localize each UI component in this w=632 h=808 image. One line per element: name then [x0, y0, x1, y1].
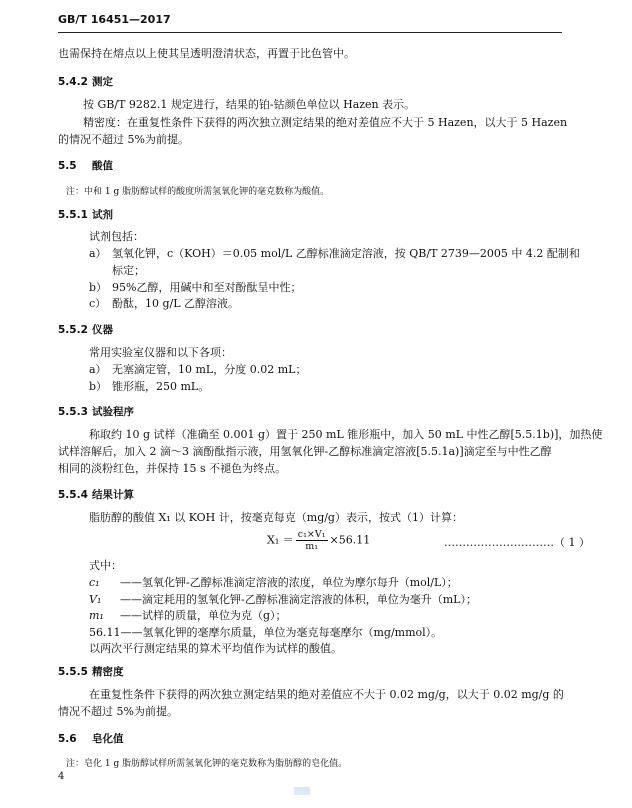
symbol-text: ——氢氧化钾的毫摩尔质量，单位为毫克每毫摩尔（mg/mmol）。 — [120, 626, 443, 639]
section-title: 皂化值 — [92, 733, 124, 745]
formula-rhs: ×56.11 — [329, 533, 371, 547]
section-title: 酸值 — [92, 160, 113, 172]
paragraph: 的情况不超过 5%为前提。 — [58, 133, 189, 146]
formula-numerator: c₁×V₁ — [297, 529, 326, 540]
where-label: 式中： — [89, 559, 122, 572]
section-number: 5.6 — [58, 733, 77, 745]
section-heading-5-5 — [58, 158, 113, 173]
list-label: b） — [89, 380, 108, 393]
section-heading-5-5-4 — [58, 487, 134, 502]
list-text: 无塞滴定管，10 mL，分度 0.02 mL； — [112, 363, 307, 376]
list-text: 氢氧化钾，c（KOH）＝0.05 mol/L 乙醇标准滴定溶液，按 QB/T 2739—2005 中 4.2 配制和 — [112, 247, 580, 260]
equation-number: …………………………（ 1 ） — [444, 536, 590, 549]
paragraph: 以两次平行测定结果的算术平均值作为试样的酸值。 — [89, 642, 342, 655]
section-heading-5-5-2 — [58, 322, 113, 337]
symbol-definition — [89, 609, 287, 622]
section-heading-5-5-3 — [58, 404, 134, 419]
list-item — [89, 363, 306, 376]
symbol: 56.11 — [89, 626, 121, 639]
section-heading-5-6 — [58, 731, 124, 746]
section-number: 5.5.4 — [58, 489, 88, 501]
paragraph: 按 GB/T 9282.1 规定进行，结果的铂-钴颜色单位以 Hazen 表示。 — [83, 98, 416, 111]
paragraph: 精密度：在重复性条件下获得的两次独立测定结果的绝对差值应不大于 5 Hazen，以大于 5 Hazen — [83, 116, 568, 129]
standard-code: GB/T 16451—2017 — [58, 13, 171, 26]
watermark-mark — [294, 787, 310, 795]
list-label: c） — [89, 297, 107, 310]
paragraph: 试样溶解后，加入 2 滴～3 滴酚酞指示液，用氢氧化钾-乙醇标准滴定溶液[5.5.1a)]滴定至与中性乙醇 — [58, 445, 552, 458]
list-item — [89, 380, 209, 393]
section-number: 5.5 — [58, 160, 77, 172]
symbol-definition — [89, 576, 458, 589]
note: 注：皂化 1 g 脂肪醇试样所需氢氧化钾的毫克数称为脂肪醇的皂化值。 — [66, 759, 348, 769]
paragraph: 脂肪醇的酸值 X₁ 以 KOH 计，按毫克每克（mg/g）表示，按式（1）计算： — [89, 511, 463, 524]
list-text: 酚酞，10 g/L 乙醇溶液。 — [112, 297, 240, 310]
section-number: 5.5.3 — [58, 406, 88, 418]
formula-lhs: X₁ ＝ — [267, 533, 294, 547]
formula-denominator: m₁ — [305, 541, 319, 552]
symbol-text: ——试样的质量，单位为克（g）； — [120, 609, 287, 622]
section-title: 仪器 — [92, 324, 113, 336]
symbol-definition — [89, 626, 442, 639]
list-item — [89, 247, 580, 260]
paragraph: 在重复性条件下获得的两次独立测定结果的绝对差值应不大于 0.02 mg/g，以大于 0.02 mg/g 的 — [89, 688, 564, 701]
section-heading-5-4-2 — [58, 74, 113, 89]
paragraph: 试剂包括： — [89, 230, 144, 243]
section-title: 结果计算 — [92, 489, 134, 501]
section-heading-5-5-5 — [58, 664, 124, 679]
paragraph: 也需保持在熔点以上使其呈透明澄清状态，再置于比色管中。 — [58, 47, 355, 60]
list-text: 95%乙醇，用碱中和至对酚酞呈中性； — [112, 281, 302, 294]
paragraph: 常用实验室仪器和以下各项： — [89, 346, 232, 359]
symbol: c₁ — [89, 576, 100, 589]
list-label: a） — [89, 363, 107, 376]
section-title: 试验程序 — [92, 406, 134, 418]
section-number: 5.5.1 — [58, 209, 88, 221]
section-number: 5.4.2 — [58, 76, 88, 88]
symbol-definition — [89, 593, 477, 606]
symbol-text: ——滴定耗用的氢氧化钾-乙醇标准滴定溶液的体积，单位为毫升（mL）； — [120, 593, 477, 606]
section-title: 试剂 — [92, 209, 113, 221]
list-item — [89, 281, 301, 294]
list-item-continuation: 标定； — [112, 264, 145, 277]
section-number: 5.5.2 — [58, 324, 88, 336]
section-title: 测定 — [92, 76, 113, 88]
formula — [267, 529, 370, 552]
paragraph: 称取约 10 g 试样（准确至 0.001 g）置于 250 mL 锥形瓶中，加入 50 mL 中性乙醇[5.5.1b)]，加热使 — [89, 428, 603, 441]
symbol: V₁ — [89, 593, 102, 606]
symbol-text: ——氢氧化钾-乙醇标准滴定溶液的浓度，单位为摩尔每升（mol/L）； — [120, 576, 458, 589]
list-text: 锥形瓶，250 mL。 — [112, 380, 210, 393]
formula-fraction — [296, 529, 328, 552]
list-item — [89, 297, 239, 310]
header-rule — [58, 32, 562, 33]
section-title: 精密度 — [92, 666, 124, 678]
list-label: a） — [89, 247, 107, 260]
section-heading-5-5-1 — [58, 207, 113, 222]
list-label: b） — [89, 281, 108, 294]
page-number: 4 — [58, 771, 65, 782]
paragraph: 情况不超过 5%为前提。 — [58, 705, 178, 718]
symbol: m₁ — [89, 609, 104, 622]
section-number: 5.5.5 — [58, 666, 88, 678]
paragraph: 相同的淡粉红色，并保持 15 s 不褪色为终点。 — [58, 462, 287, 475]
note: 注：中和 1 g 脂肪醇试样的酸度所需氢氧化钾的毫克数称为酸值。 — [66, 187, 330, 197]
